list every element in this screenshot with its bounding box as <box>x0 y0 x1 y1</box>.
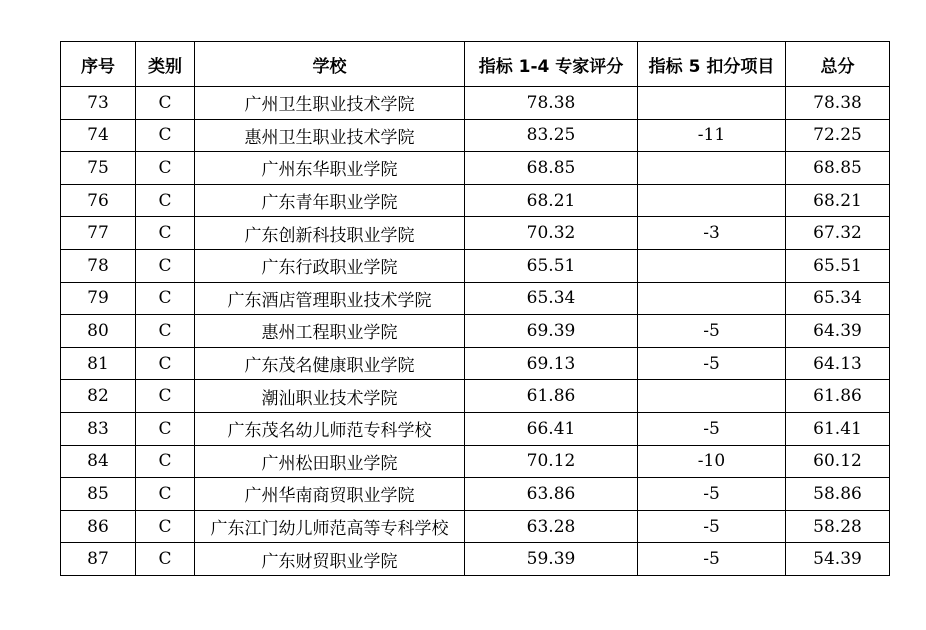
cell-deduction: -5 <box>638 478 786 511</box>
cell-expert-score: 59.39 <box>465 543 638 576</box>
cell-school: 惠州卫生职业技术学院 <box>195 119 465 152</box>
cell-school: 广东酒店管理职业技术学院 <box>195 282 465 315</box>
cell-category: C <box>136 152 195 185</box>
cell-school: 惠州工程职业学院 <box>195 315 465 348</box>
cell-category: C <box>136 249 195 282</box>
header-row <box>61 42 890 87</box>
table-row <box>61 445 890 478</box>
cell-expert-score: 70.32 <box>465 217 638 250</box>
cell-category: C <box>136 87 195 120</box>
cell-expert-score: 68.85 <box>465 152 638 185</box>
cell-total: 68.85 <box>786 152 890 185</box>
cell-expert-score: 65.51 <box>465 249 638 282</box>
cell-category: C <box>136 282 195 315</box>
table-row <box>61 217 890 250</box>
cell-deduction: -3 <box>638 217 786 250</box>
table-row <box>61 543 890 576</box>
table-row <box>61 249 890 282</box>
cell-no: 78 <box>61 249 136 282</box>
cell-no: 80 <box>61 315 136 348</box>
table-row <box>61 184 890 217</box>
cell-category: C <box>136 478 195 511</box>
cell-deduction <box>638 87 786 120</box>
cell-no: 77 <box>61 217 136 250</box>
table-row <box>61 478 890 511</box>
cell-deduction: -10 <box>638 445 786 478</box>
table-row <box>61 282 890 315</box>
cell-no: 84 <box>61 445 136 478</box>
table-row <box>61 347 890 380</box>
cell-expert-score: 66.41 <box>465 412 638 445</box>
cell-school: 广东江门幼儿师范高等专科学校 <box>195 510 465 543</box>
cell-deduction <box>638 184 786 217</box>
cell-total: 58.86 <box>786 478 890 511</box>
cell-school: 广州卫生职业技术学院 <box>195 87 465 120</box>
cell-no: 86 <box>61 510 136 543</box>
header-deduction: 指标 5 扣分项目 <box>638 42 786 87</box>
table-row <box>61 119 890 152</box>
table-row <box>61 87 890 120</box>
header-category: 类别 <box>136 42 195 87</box>
cell-category: C <box>136 184 195 217</box>
cell-category: C <box>136 543 195 576</box>
cell-category: C <box>136 347 195 380</box>
cell-category: C <box>136 445 195 478</box>
cell-category: C <box>136 315 195 348</box>
cell-category: C <box>136 380 195 413</box>
cell-school: 广东茂名健康职业学院 <box>195 347 465 380</box>
cell-expert-score: 78.38 <box>465 87 638 120</box>
cell-school: 广东财贸职业学院 <box>195 543 465 576</box>
cell-category: C <box>136 119 195 152</box>
cell-total: 65.34 <box>786 282 890 315</box>
cell-school: 广州松田职业学院 <box>195 445 465 478</box>
cell-total: 78.38 <box>786 87 890 120</box>
cell-expert-score: 65.34 <box>465 282 638 315</box>
table-row <box>61 510 890 543</box>
cell-total: 58.28 <box>786 510 890 543</box>
cell-expert-score: 70.12 <box>465 445 638 478</box>
cell-category: C <box>136 412 195 445</box>
cell-total: 61.41 <box>786 412 890 445</box>
cell-deduction: -5 <box>638 412 786 445</box>
cell-total: 64.13 <box>786 347 890 380</box>
cell-total: 68.21 <box>786 184 890 217</box>
table-row <box>61 315 890 348</box>
cell-no: 76 <box>61 184 136 217</box>
cell-deduction: -5 <box>638 543 786 576</box>
cell-total: 54.39 <box>786 543 890 576</box>
cell-total: 60.12 <box>786 445 890 478</box>
cell-category: C <box>136 510 195 543</box>
cell-expert-score: 83.25 <box>465 119 638 152</box>
cell-no: 81 <box>61 347 136 380</box>
cell-no: 74 <box>61 119 136 152</box>
cell-no: 75 <box>61 152 136 185</box>
table-body <box>61 87 890 576</box>
cell-deduction <box>638 152 786 185</box>
cell-total: 61.86 <box>786 380 890 413</box>
header-total: 总分 <box>786 42 890 87</box>
cell-school: 广东创新科技职业学院 <box>195 217 465 250</box>
cell-deduction: -11 <box>638 119 786 152</box>
cell-expert-score: 68.21 <box>465 184 638 217</box>
cell-expert-score: 63.28 <box>465 510 638 543</box>
cell-deduction <box>638 282 786 315</box>
cell-deduction: -5 <box>638 347 786 380</box>
cell-expert-score: 69.13 <box>465 347 638 380</box>
cell-total: 65.51 <box>786 249 890 282</box>
cell-no: 83 <box>61 412 136 445</box>
cell-no: 87 <box>61 543 136 576</box>
cell-deduction <box>638 380 786 413</box>
cell-no: 73 <box>61 87 136 120</box>
cell-school: 广州华南商贸职业学院 <box>195 478 465 511</box>
cell-expert-score: 61.86 <box>465 380 638 413</box>
cell-no: 82 <box>61 380 136 413</box>
header-expert-score: 指标 1-4 专家评分 <box>465 42 638 87</box>
cell-school: 潮汕职业技术学院 <box>195 380 465 413</box>
cell-school: 广东茂名幼儿师范专科学校 <box>195 412 465 445</box>
cell-expert-score: 63.86 <box>465 478 638 511</box>
table-row <box>61 412 890 445</box>
cell-expert-score: 69.39 <box>465 315 638 348</box>
cell-total: 64.39 <box>786 315 890 348</box>
table-row <box>61 380 890 413</box>
cell-category: C <box>136 217 195 250</box>
cell-school: 广东行政职业学院 <box>195 249 465 282</box>
score-table <box>60 41 890 576</box>
header-school: 学校 <box>195 42 465 87</box>
cell-no: 79 <box>61 282 136 315</box>
header-no: 序号 <box>61 42 136 87</box>
cell-deduction: -5 <box>638 315 786 348</box>
cell-deduction: -5 <box>638 510 786 543</box>
cell-school: 广州东华职业学院 <box>195 152 465 185</box>
cell-deduction <box>638 249 786 282</box>
table-row <box>61 152 890 185</box>
cell-school: 广东青年职业学院 <box>195 184 465 217</box>
cell-no: 85 <box>61 478 136 511</box>
cell-total: 67.32 <box>786 217 890 250</box>
cell-total: 72.25 <box>786 119 890 152</box>
